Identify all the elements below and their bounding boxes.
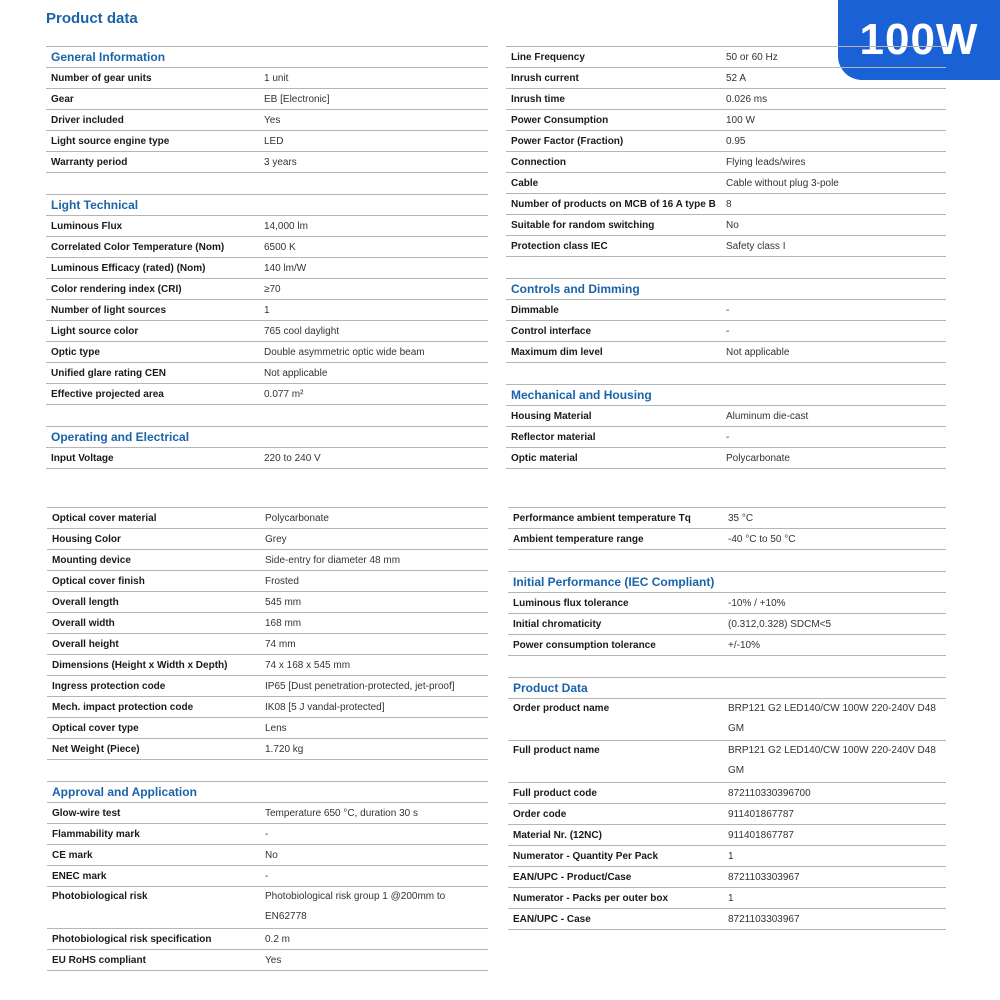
spec-label: Photobiological risk — [52, 891, 148, 902]
spec-value: 8721103303967 — [728, 871, 800, 883]
spec-label: Effective projected area — [51, 388, 164, 400]
spec-row — [508, 887, 946, 908]
spec-label: Color rendering index (CRI) — [51, 283, 182, 295]
page-title: Product data — [46, 10, 138, 27]
spec-row — [47, 654, 488, 675]
spec-value: Flying leads/wires — [726, 156, 806, 168]
spec-row — [47, 633, 488, 654]
spec-label: Input Voltage — [51, 452, 114, 464]
spec-label: Numerator - Quantity Per Pack — [513, 850, 659, 862]
spec-row — [47, 928, 488, 949]
spec-value: 1 — [728, 850, 734, 862]
spec-row — [46, 109, 488, 130]
spec-value: 50 or 60 Hz — [726, 51, 778, 63]
spec-value: 545 mm — [265, 596, 302, 608]
spec-row — [506, 320, 946, 341]
spec-row — [47, 844, 488, 865]
spec-label: Ambient temperature range — [513, 533, 644, 545]
spec-label: Overall length — [52, 596, 119, 608]
spec-row — [506, 447, 946, 468]
spec-row — [46, 341, 488, 362]
spec-value: Not applicable — [726, 346, 790, 358]
spec-label: Optical cover material — [52, 512, 157, 524]
spec-value: 1 — [264, 304, 270, 316]
table-end-rule — [506, 468, 946, 469]
spec-label: Optic type — [51, 346, 100, 358]
spec-label: Power Consumption — [511, 114, 609, 126]
spec-row — [47, 717, 488, 738]
spec-row — [47, 696, 488, 717]
spec-label: Protection class IEC — [511, 240, 608, 252]
spec-row — [46, 215, 488, 236]
spec-value: Grey — [265, 533, 287, 545]
spec-row — [508, 740, 946, 782]
spec-row — [506, 235, 946, 256]
spec-label: Number of gear units — [51, 72, 152, 84]
spec-value: Frosted — [265, 575, 299, 587]
spec-value: 74 mm — [265, 638, 296, 650]
spec-value: 0.026 ms — [726, 93, 768, 105]
spec-value: 6500 K — [264, 241, 296, 253]
spec-value: BRP121 G2 LED140/CW 100W 220-240V D48 GM — [728, 703, 936, 734]
spec-label: Optical cover finish — [52, 575, 145, 587]
spec-column-bottom-right — [508, 507, 946, 930]
spec-row — [506, 130, 946, 151]
spec-label: Full product code — [513, 787, 597, 799]
spec-value: IP65 [Dust penetration-protected, jet-proof] — [265, 680, 455, 692]
spec-row — [508, 782, 946, 803]
spec-row — [47, 865, 488, 886]
spec-value: 1 — [728, 892, 734, 904]
spec-value: EB [Electronic] — [264, 93, 330, 105]
spec-value: 168 mm — [265, 617, 302, 629]
spec-value: - — [265, 828, 269, 840]
spec-value: Polycarbonate — [726, 452, 790, 464]
spec-value: 35 °C — [728, 512, 754, 524]
spec-value: (0.312,0.328) SDCM<5 — [728, 618, 832, 630]
spec-value: Photobiological risk group 1 @200mm to EN62778 — [265, 891, 446, 922]
spec-value: 765 cool daylight — [264, 325, 340, 337]
section-gap — [46, 404, 488, 426]
spec-value: 14,000 lm — [264, 220, 308, 232]
spec-label: Connection — [511, 156, 566, 168]
spec-row — [506, 214, 946, 235]
spec-label: Mech. impact protection code — [52, 701, 194, 713]
spec-value: - — [726, 431, 730, 443]
spec-row — [46, 88, 488, 109]
spec-value: 872110330396700 — [728, 787, 811, 799]
spec-label: Line Frequency — [511, 51, 585, 63]
spec-value: -10% / +10% — [728, 597, 786, 609]
spec-value: +/-10% — [728, 639, 760, 651]
section-gap — [47, 759, 488, 781]
section-heading: Product Data — [508, 677, 946, 698]
spec-row — [506, 172, 946, 193]
spec-label: Number of products on MCB of 16 A type B — [511, 198, 716, 210]
spec-value: 74 x 168 x 545 mm — [265, 659, 351, 671]
spec-row — [47, 949, 488, 970]
spec-row — [506, 88, 946, 109]
spec-label: Power consumption tolerance — [513, 639, 656, 651]
spec-value: Cable without plug 3-pole — [726, 177, 839, 189]
spec-label: Photobiological risk specification — [52, 933, 212, 945]
spec-value: 100 W — [726, 114, 755, 126]
spec-row — [508, 592, 946, 613]
spec-row — [46, 362, 488, 383]
spec-column-bottom-left — [47, 507, 488, 971]
spec-label: Dimmable — [511, 304, 559, 316]
spec-value: Double asymmetric optic wide beam — [264, 346, 425, 358]
spec-row — [506, 299, 946, 320]
spec-row — [506, 151, 946, 172]
spec-value: Side-entry for diameter 48 mm — [265, 554, 401, 566]
spec-row — [46, 151, 488, 172]
spec-label: Number of light sources — [51, 304, 167, 316]
spec-row — [47, 886, 488, 928]
spec-value: 911401867787 — [728, 808, 794, 820]
spec-value: 911401867787 — [728, 829, 794, 841]
spec-label: Reflector material — [511, 431, 596, 443]
spec-row — [47, 591, 488, 612]
table-end-rule — [47, 970, 488, 971]
spec-value: 0.95 — [726, 135, 746, 147]
spec-label: Unified glare rating CEN — [51, 367, 167, 379]
spec-label: Inrush time — [511, 93, 565, 105]
spec-value: - — [265, 870, 269, 882]
spec-value: No — [265, 849, 278, 861]
spec-value: 3 years — [264, 156, 297, 168]
spec-row — [46, 257, 488, 278]
table-end-rule — [508, 929, 946, 930]
spec-label: Power Factor (Fraction) — [511, 135, 624, 147]
spec-row — [506, 193, 946, 214]
section-gap — [506, 256, 946, 278]
spec-value: 140 lm/W — [264, 262, 307, 274]
spec-value: BRP121 G2 LED140/CW 100W 220-240V D48 GM — [728, 745, 936, 776]
spec-label: Glow-wire test — [52, 807, 121, 819]
spec-value: 1 unit — [264, 72, 289, 84]
spec-label: Luminous Flux — [51, 220, 123, 232]
section-heading: Controls and Dimming — [506, 278, 946, 299]
spec-label: Cable — [511, 177, 539, 189]
section-heading: Mechanical and Housing — [506, 384, 946, 405]
spec-row — [46, 236, 488, 257]
spec-value: - — [726, 325, 730, 337]
spec-label: Full product name — [513, 745, 600, 756]
section-heading: Operating and Electrical — [46, 426, 488, 447]
spec-row — [506, 341, 946, 362]
spec-label: EAN/UPC - Case — [513, 913, 591, 925]
spec-row — [47, 802, 488, 823]
spec-row — [508, 824, 946, 845]
spec-row — [47, 612, 488, 633]
spec-label: Light source engine type — [51, 135, 170, 147]
spec-label: Numerator - Packs per outer box — [513, 892, 669, 904]
spec-value: 0.2 m — [265, 933, 291, 945]
spec-label: Net Weight (Piece) — [52, 743, 140, 755]
spec-label: Warranty period — [51, 156, 128, 168]
spec-row — [508, 908, 946, 929]
spec-value: -40 °C to 50 °C — [728, 533, 796, 545]
spec-label: Material Nr. (12NC) — [513, 829, 602, 841]
spec-label: Housing Material — [511, 410, 592, 422]
spec-value: - — [726, 304, 730, 316]
spec-value: 52 A — [726, 72, 747, 84]
spec-label: Driver included — [51, 114, 124, 126]
spec-value: Safety class I — [726, 240, 786, 252]
spec-label: Correlated Color Temperature (Nom) — [51, 241, 225, 253]
section-gap — [508, 549, 946, 571]
spec-value: Yes — [265, 954, 282, 966]
spec-value: Polycarbonate — [265, 512, 329, 524]
spec-row — [508, 845, 946, 866]
spec-value: 8 — [726, 198, 732, 210]
spec-label: Optical cover type — [52, 722, 139, 734]
spec-value: Aluminum die-cast — [726, 410, 809, 422]
spec-row — [47, 507, 488, 528]
spec-label: Overall height — [52, 638, 119, 650]
spec-label: ENEC mark — [52, 870, 107, 882]
spec-row — [47, 823, 488, 844]
section-gap — [508, 655, 946, 677]
spec-label: Performance ambient temperature Tq — [513, 512, 691, 524]
spec-row — [46, 278, 488, 299]
spec-value: LED — [264, 135, 284, 147]
section-gap — [506, 362, 946, 384]
spec-label: Overall width — [52, 617, 115, 629]
spec-column-top-right — [506, 46, 946, 469]
spec-label: Gear — [51, 93, 74, 105]
spec-row — [508, 528, 946, 549]
spec-label: Dimensions (Height x Width x Depth) — [52, 659, 228, 671]
spec-label: Mounting device — [52, 554, 131, 566]
spec-row — [47, 738, 488, 759]
spec-label: EAN/UPC - Product/Case — [513, 871, 632, 883]
spec-label: Inrush current — [511, 72, 579, 84]
spec-row — [506, 109, 946, 130]
wattage-badge: 100W — [838, 0, 1000, 80]
spec-row — [508, 613, 946, 634]
spec-row — [506, 46, 946, 67]
spec-value: Not applicable — [264, 367, 328, 379]
spec-value: No — [726, 219, 739, 231]
spec-row — [508, 634, 946, 655]
spec-row — [508, 866, 946, 887]
section-heading: Light Technical — [46, 194, 488, 215]
spec-row — [47, 570, 488, 591]
spec-label: Order product name — [513, 703, 610, 714]
spec-row — [46, 447, 488, 468]
spec-label: Maximum dim level — [511, 346, 603, 358]
spec-label: Light source color — [51, 325, 139, 337]
section-heading: General Information — [46, 46, 488, 67]
spec-label: CE mark — [52, 849, 93, 861]
spec-row — [46, 320, 488, 341]
spec-row — [46, 299, 488, 320]
spec-row — [506, 426, 946, 447]
spec-row — [508, 507, 946, 528]
spec-label: Housing Color — [52, 533, 121, 545]
spec-label: Ingress protection code — [52, 680, 166, 692]
spec-row — [47, 549, 488, 570]
section-heading: Initial Performance (IEC Compliant) — [508, 571, 946, 592]
spec-label: Flammability mark — [52, 828, 140, 840]
table-end-rule — [46, 468, 488, 469]
spec-value: Temperature 650 °C, duration 30 s — [265, 807, 418, 819]
spec-row — [506, 67, 946, 88]
spec-value: 8721103303967 — [728, 913, 800, 925]
spec-value: 0.077 m² — [264, 388, 304, 400]
spec-row — [508, 803, 946, 824]
spec-label: Luminous Efficacy (rated) (Nom) — [51, 262, 206, 274]
spec-label: Order code — [513, 808, 567, 820]
spec-row — [46, 130, 488, 151]
spec-value: 220 to 240 V — [264, 452, 321, 464]
spec-row — [47, 675, 488, 696]
spec-row — [508, 698, 946, 740]
spec-row — [47, 528, 488, 549]
spec-value: Lens — [265, 722, 287, 734]
spec-label: Optic material — [511, 452, 578, 464]
spec-label: Control interface — [511, 325, 592, 337]
spec-value: IK08 [5 J vandal-protected] — [265, 701, 385, 713]
spec-label: Suitable for random switching — [511, 219, 655, 231]
spec-row — [46, 383, 488, 404]
section-heading: Approval and Application — [47, 781, 488, 802]
spec-label: Initial chromaticity — [513, 618, 602, 630]
spec-value: 1.720 kg — [265, 743, 304, 755]
spec-value: Yes — [264, 114, 281, 126]
spec-column-top-left — [46, 46, 488, 469]
spec-row — [46, 67, 488, 88]
spec-label: EU RoHS compliant — [52, 954, 146, 966]
section-gap — [46, 172, 488, 194]
spec-row — [506, 405, 946, 426]
spec-value: ≥70 — [264, 283, 281, 295]
spec-label: Luminous flux tolerance — [513, 597, 629, 609]
